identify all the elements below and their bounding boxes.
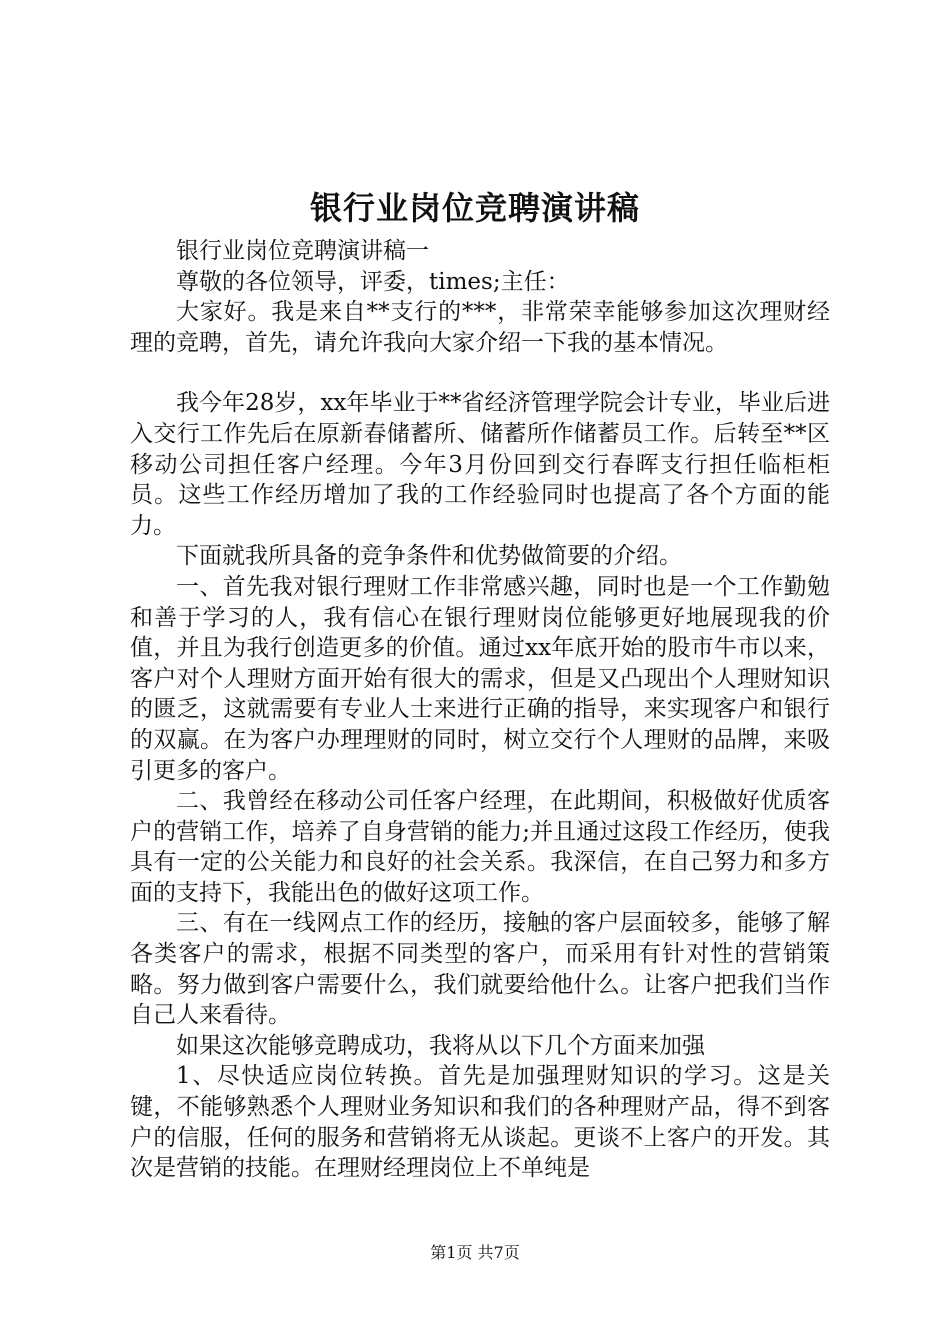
paragraph: 我今年28岁，xx年毕业于**省经济管理学院会计专业，毕业后进入交行工作先后在原新春储蓄所、储蓄所作储蓄员工作。后转至**区移动公司担任客户经理。今年3月份回到交行春晖支行担任临柜柜员。这些工作经历增加了我的工作经验同时也提高了各个方面的能力。: [130, 390, 830, 539]
paragraph: 大家好。我是来自**支行的***，非常荣幸能够参加这次理财经理的竞聘，首先，请允许我向大家介绍一下我的基本情况。: [130, 299, 830, 356]
paragraph: 银行业岗位竞聘演讲稿一: [176, 238, 429, 264]
paragraph: 如果这次能够竞聘成功，我将从以下几个方面来加强: [176, 1032, 705, 1059]
paragraph: 二、我曾经在移动公司任客户经理，在此期间，积极做好优质客户的营销工作，培养了自身营销的能力;并且通过这段工作经历，使我具有一定的公关能力和良好的社会关系。我深信，在自己努力和多方面的支持下，我能出色的做好这项工作。: [130, 788, 830, 906]
document-body: [130, 236, 830, 1184]
paragraph: 三、有在一线网点工作的经历，接触的客户层面较多，能够了解各类客户的需求，根据不同类型的客户，而采用有针对性的营销策略。努力做到客户需要什么，我们就要给他什么。让客户把我们当作自己人来看待。: [130, 910, 830, 1029]
paragraph: 下面就我所具备的竞争条件和优势做简要的介绍。: [176, 543, 682, 570]
paragraph: 1、尽快适应岗位转换。首先是加强理财知识的学习。这是关键，不能够熟悉个人理财业务知识和我们的各种理财产品，得不到客户的信服，任何的服务和营销将无从谈起。更谈不上客户的开发。其次是营销的技能。在理财经理岗位上不单纯是: [130, 1063, 830, 1182]
page-number-footer: 第1页 共7页: [430, 1243, 520, 1262]
document-title: 银行业岗位竞聘演讲稿: [309, 189, 640, 227]
paragraph: 尊敬的各位领导，评委，times;主任：: [176, 268, 570, 295]
paragraph: 一、首先我对银行理财工作非常感兴趣，同时也是一个工作勤勉和善于学习的人，我有信心在银行理财岗位能够更好地展现我的价值，并且为我行创造更多的价值。通过xx年底开始的股市牛市以来，客户对个人理财方面开始有很大的需求，但是又凸现出个人理财知识的匮乏，这就需要有专业人士来进行正确的指导，来实现客户和银行的双赢。在为客户办理理财的同时，树立交行个人理财的品牌，来吸引更多的客户。: [130, 573, 830, 784]
